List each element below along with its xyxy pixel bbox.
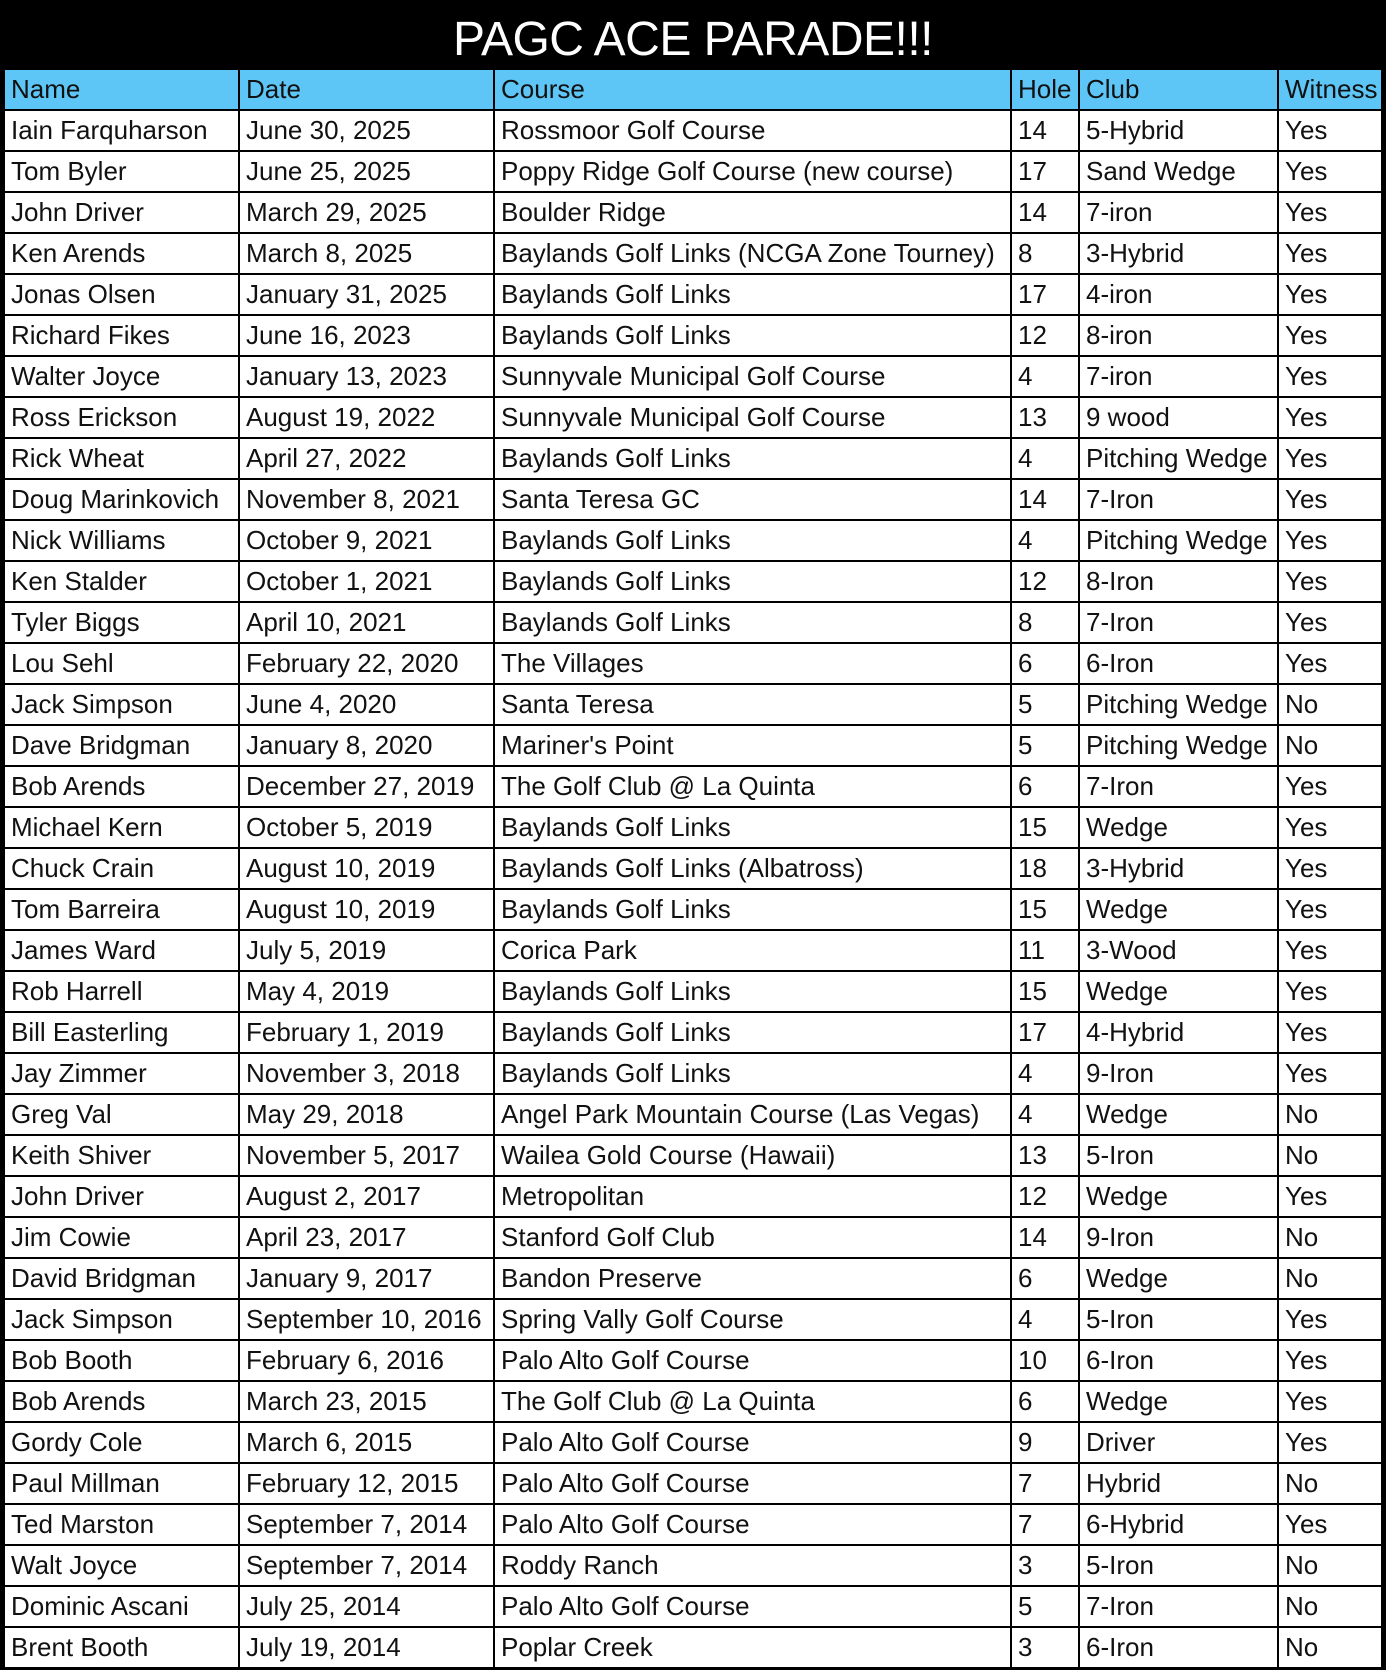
course-cell: Angel Park Mountain Course (Las Vegas) bbox=[495, 1095, 1010, 1134]
club-cell: 4-Hybrid bbox=[1080, 1013, 1277, 1052]
witness-cell: Yes bbox=[1279, 275, 1381, 314]
date-cell: June 25, 2025 bbox=[240, 152, 493, 191]
name-cell: Jack Simpson bbox=[5, 685, 238, 724]
course-cell: Baylands Golf Links bbox=[495, 1054, 1010, 1093]
hole-cell: 5 bbox=[1012, 685, 1078, 724]
table-row bbox=[5, 808, 1381, 847]
course-cell: Baylands Golf Links (NCGA Zone Tourney) bbox=[495, 234, 1010, 273]
date-cell: August 10, 2019 bbox=[240, 849, 493, 888]
witness-cell: Yes bbox=[1279, 890, 1381, 929]
name-cell: Ted Marston bbox=[5, 1505, 238, 1544]
table-row bbox=[5, 1259, 1381, 1298]
hole-cell: 15 bbox=[1012, 808, 1078, 847]
name-cell: Lou Sehl bbox=[5, 644, 238, 683]
club-cell: Driver bbox=[1080, 1423, 1277, 1462]
table-row bbox=[5, 1218, 1381, 1257]
course-cell: Baylands Golf Links bbox=[495, 521, 1010, 560]
witness-cell: Yes bbox=[1279, 234, 1381, 273]
date-cell: March 23, 2015 bbox=[240, 1382, 493, 1421]
name-cell: Jonas Olsen bbox=[5, 275, 238, 314]
course-cell: Rossmoor Golf Course bbox=[495, 111, 1010, 150]
course-cell: Baylands Golf Links bbox=[495, 808, 1010, 847]
table-row bbox=[5, 1423, 1381, 1462]
course-cell: Palo Alto Golf Course bbox=[495, 1423, 1010, 1462]
course-cell: Baylands Golf Links bbox=[495, 972, 1010, 1011]
table-row bbox=[5, 1546, 1381, 1585]
table-row bbox=[5, 152, 1381, 191]
name-cell: Doug Marinkovich bbox=[5, 480, 238, 519]
table-body bbox=[5, 111, 1381, 1667]
name-cell: Walter Joyce bbox=[5, 357, 238, 396]
date-cell: April 10, 2021 bbox=[240, 603, 493, 642]
course-cell: The Golf Club @ La Quinta bbox=[495, 767, 1010, 806]
hole-cell: 5 bbox=[1012, 726, 1078, 765]
hole-cell: 14 bbox=[1012, 1218, 1078, 1257]
name-cell: Jay Zimmer bbox=[5, 1054, 238, 1093]
date-cell: July 25, 2014 bbox=[240, 1587, 493, 1626]
name-cell: Paul Millman bbox=[5, 1464, 238, 1503]
date-cell: February 6, 2016 bbox=[240, 1341, 493, 1380]
witness-cell: Yes bbox=[1279, 1505, 1381, 1544]
course-cell: Bandon Preserve bbox=[495, 1259, 1010, 1298]
name-cell: Tyler Biggs bbox=[5, 603, 238, 642]
name-cell: James Ward bbox=[5, 931, 238, 970]
club-cell: Pitching Wedge bbox=[1080, 685, 1277, 724]
table-row bbox=[5, 1505, 1381, 1544]
column-header-witness: Witness bbox=[1279, 70, 1381, 109]
club-cell: 6-Iron bbox=[1080, 1628, 1277, 1667]
table-row bbox=[5, 1054, 1381, 1093]
hole-cell: 15 bbox=[1012, 890, 1078, 929]
column-header-date: Date bbox=[240, 70, 493, 109]
witness-cell: Yes bbox=[1279, 193, 1381, 232]
name-cell: Ross Erickson bbox=[5, 398, 238, 437]
date-cell: July 5, 2019 bbox=[240, 931, 493, 970]
date-cell: December 27, 2019 bbox=[240, 767, 493, 806]
hole-cell: 17 bbox=[1012, 1013, 1078, 1052]
course-cell: Baylands Golf Links bbox=[495, 603, 1010, 642]
course-cell: The Villages bbox=[495, 644, 1010, 683]
witness-cell: Yes bbox=[1279, 1013, 1381, 1052]
course-cell: Metropolitan bbox=[495, 1177, 1010, 1216]
date-cell: May 4, 2019 bbox=[240, 972, 493, 1011]
witness-cell: No bbox=[1279, 726, 1381, 765]
name-cell: Bill Easterling bbox=[5, 1013, 238, 1052]
hole-cell: 6 bbox=[1012, 767, 1078, 806]
date-cell: April 27, 2022 bbox=[240, 439, 493, 478]
course-cell: The Golf Club @ La Quinta bbox=[495, 1382, 1010, 1421]
table-row bbox=[5, 1341, 1381, 1380]
witness-cell: Yes bbox=[1279, 1341, 1381, 1380]
course-cell: Palo Alto Golf Course bbox=[495, 1464, 1010, 1503]
name-cell: Jack Simpson bbox=[5, 1300, 238, 1339]
table-row bbox=[5, 767, 1381, 806]
name-cell: Greg Val bbox=[5, 1095, 238, 1134]
table-row bbox=[5, 1587, 1381, 1626]
table-row bbox=[5, 685, 1381, 724]
witness-cell: Yes bbox=[1279, 152, 1381, 191]
witness-cell: Yes bbox=[1279, 398, 1381, 437]
hole-cell: 9 bbox=[1012, 1423, 1078, 1462]
page-title: PAGC ACE PARADE!!! bbox=[452, 13, 934, 66]
date-cell: February 22, 2020 bbox=[240, 644, 493, 683]
witness-cell: Yes bbox=[1279, 972, 1381, 1011]
table-row bbox=[5, 357, 1381, 396]
club-cell: Wedge bbox=[1080, 1382, 1277, 1421]
club-cell: 7-Iron bbox=[1080, 1587, 1277, 1626]
course-cell: Santa Teresa bbox=[495, 685, 1010, 724]
name-cell: John Driver bbox=[5, 193, 238, 232]
club-cell: Sand Wedge bbox=[1080, 152, 1277, 191]
witness-cell: Yes bbox=[1279, 480, 1381, 519]
hole-cell: 12 bbox=[1012, 562, 1078, 601]
header-row bbox=[5, 70, 1381, 109]
witness-cell: Yes bbox=[1279, 644, 1381, 683]
table-row bbox=[5, 275, 1381, 314]
hole-cell: 4 bbox=[1012, 1300, 1078, 1339]
table-row bbox=[5, 398, 1381, 437]
date-cell: November 8, 2021 bbox=[240, 480, 493, 519]
date-cell: March 8, 2025 bbox=[240, 234, 493, 273]
date-cell: September 10, 2016 bbox=[240, 1300, 493, 1339]
club-cell: 3-Hybrid bbox=[1080, 849, 1277, 888]
hole-cell: 6 bbox=[1012, 1259, 1078, 1298]
hole-cell: 3 bbox=[1012, 1546, 1078, 1585]
date-cell: April 23, 2017 bbox=[240, 1218, 493, 1257]
hole-cell: 8 bbox=[1012, 603, 1078, 642]
table-row bbox=[5, 111, 1381, 150]
witness-cell: Yes bbox=[1279, 849, 1381, 888]
name-cell: Walt Joyce bbox=[5, 1546, 238, 1585]
club-cell: 4-iron bbox=[1080, 275, 1277, 314]
date-cell: June 30, 2025 bbox=[240, 111, 493, 150]
name-cell: Rob Harrell bbox=[5, 972, 238, 1011]
hole-cell: 7 bbox=[1012, 1464, 1078, 1503]
hole-cell: 14 bbox=[1012, 480, 1078, 519]
table-row bbox=[5, 1177, 1381, 1216]
club-cell: Wedge bbox=[1080, 1259, 1277, 1298]
table-row bbox=[5, 1013, 1381, 1052]
club-cell: 5-Iron bbox=[1080, 1546, 1277, 1585]
club-cell: 3-Hybrid bbox=[1080, 234, 1277, 273]
table-row bbox=[5, 439, 1381, 478]
hole-cell: 5 bbox=[1012, 1587, 1078, 1626]
witness-cell: No bbox=[1279, 1628, 1381, 1667]
hole-cell: 14 bbox=[1012, 111, 1078, 150]
date-cell: June 4, 2020 bbox=[240, 685, 493, 724]
name-cell: Dave Bridgman bbox=[5, 726, 238, 765]
date-cell: October 5, 2019 bbox=[240, 808, 493, 847]
name-cell: John Driver bbox=[5, 1177, 238, 1216]
witness-cell: Yes bbox=[1279, 521, 1381, 560]
witness-cell: Yes bbox=[1279, 808, 1381, 847]
club-cell: Hybrid bbox=[1080, 1464, 1277, 1503]
hole-cell: 7 bbox=[1012, 1505, 1078, 1544]
witness-cell: Yes bbox=[1279, 1054, 1381, 1093]
club-cell: 7-Iron bbox=[1080, 480, 1277, 519]
hole-cell: 4 bbox=[1012, 1095, 1078, 1134]
witness-cell: Yes bbox=[1279, 316, 1381, 355]
club-cell: 7-iron bbox=[1080, 193, 1277, 232]
date-cell: March 29, 2025 bbox=[240, 193, 493, 232]
course-cell: Roddy Ranch bbox=[495, 1546, 1010, 1585]
hole-cell: 17 bbox=[1012, 275, 1078, 314]
club-cell: 8-Iron bbox=[1080, 562, 1277, 601]
table-row bbox=[5, 316, 1381, 355]
witness-cell: Yes bbox=[1279, 931, 1381, 970]
witness-cell: No bbox=[1279, 1218, 1381, 1257]
course-cell: Palo Alto Golf Course bbox=[495, 1587, 1010, 1626]
witness-cell: Yes bbox=[1279, 603, 1381, 642]
witness-cell: No bbox=[1279, 1136, 1381, 1175]
course-cell: Sunnyvale Municipal Golf Course bbox=[495, 357, 1010, 396]
table-row bbox=[5, 1464, 1381, 1503]
date-cell: September 7, 2014 bbox=[240, 1546, 493, 1585]
date-cell: January 13, 2023 bbox=[240, 357, 493, 396]
hole-cell: 10 bbox=[1012, 1341, 1078, 1380]
witness-cell: Yes bbox=[1279, 357, 1381, 396]
course-cell: Sunnyvale Municipal Golf Course bbox=[495, 398, 1010, 437]
name-cell: Nick Williams bbox=[5, 521, 238, 560]
table-row bbox=[5, 480, 1381, 519]
date-cell: November 5, 2017 bbox=[240, 1136, 493, 1175]
hole-cell: 6 bbox=[1012, 1382, 1078, 1421]
table-row bbox=[5, 1382, 1381, 1421]
date-cell: January 9, 2017 bbox=[240, 1259, 493, 1298]
club-cell: Pitching Wedge bbox=[1080, 726, 1277, 765]
date-cell: November 3, 2018 bbox=[240, 1054, 493, 1093]
club-cell: Wedge bbox=[1080, 972, 1277, 1011]
hole-cell: 4 bbox=[1012, 1054, 1078, 1093]
date-cell: October 1, 2021 bbox=[240, 562, 493, 601]
hole-cell: 4 bbox=[1012, 357, 1078, 396]
date-cell: August 10, 2019 bbox=[240, 890, 493, 929]
name-cell: Brent Booth bbox=[5, 1628, 238, 1667]
hole-cell: 18 bbox=[1012, 849, 1078, 888]
club-cell: 6-Iron bbox=[1080, 1341, 1277, 1380]
column-header-club: Club bbox=[1080, 70, 1277, 109]
table-row bbox=[5, 890, 1381, 929]
hole-cell: 11 bbox=[1012, 931, 1078, 970]
club-cell: Wedge bbox=[1080, 1095, 1277, 1134]
name-cell: Ken Stalder bbox=[5, 562, 238, 601]
table-row bbox=[5, 1095, 1381, 1134]
table-row bbox=[5, 234, 1381, 273]
witness-cell: No bbox=[1279, 1587, 1381, 1626]
witness-cell: Yes bbox=[1279, 767, 1381, 806]
name-cell: Tom Byler bbox=[5, 152, 238, 191]
table-row bbox=[5, 521, 1381, 560]
hole-cell: 4 bbox=[1012, 521, 1078, 560]
club-cell: Wedge bbox=[1080, 808, 1277, 847]
witness-cell: Yes bbox=[1279, 562, 1381, 601]
table-row bbox=[5, 1300, 1381, 1339]
table-row bbox=[5, 562, 1381, 601]
hole-cell: 3 bbox=[1012, 1628, 1078, 1667]
course-cell: Palo Alto Golf Course bbox=[495, 1341, 1010, 1380]
date-cell: June 16, 2023 bbox=[240, 316, 493, 355]
witness-cell: Yes bbox=[1279, 1300, 1381, 1339]
column-header-hole: Hole bbox=[1012, 70, 1078, 109]
date-cell: September 7, 2014 bbox=[240, 1505, 493, 1544]
date-cell: January 8, 2020 bbox=[240, 726, 493, 765]
course-cell: Baylands Golf Links (Albatross) bbox=[495, 849, 1010, 888]
hole-cell: 15 bbox=[1012, 972, 1078, 1011]
club-cell: 9-Iron bbox=[1080, 1218, 1277, 1257]
club-cell: 9-Iron bbox=[1080, 1054, 1277, 1093]
witness-cell: Yes bbox=[1279, 111, 1381, 150]
witness-cell: No bbox=[1279, 685, 1381, 724]
date-cell: February 12, 2015 bbox=[240, 1464, 493, 1503]
column-header-name: Name bbox=[5, 70, 238, 109]
course-cell: Baylands Golf Links bbox=[495, 275, 1010, 314]
course-cell: Poplar Creek bbox=[495, 1628, 1010, 1667]
date-cell: March 6, 2015 bbox=[240, 1423, 493, 1462]
club-cell: 5-Iron bbox=[1080, 1300, 1277, 1339]
course-cell: Poppy Ridge Golf Course (new course) bbox=[495, 152, 1010, 191]
club-cell: 7-Iron bbox=[1080, 767, 1277, 806]
club-cell: Pitching Wedge bbox=[1080, 439, 1277, 478]
hole-cell: 12 bbox=[1012, 1177, 1078, 1216]
name-cell: Rick Wheat bbox=[5, 439, 238, 478]
club-cell: Wedge bbox=[1080, 1177, 1277, 1216]
course-cell: Corica Park bbox=[495, 931, 1010, 970]
name-cell: Iain Farquharson bbox=[5, 111, 238, 150]
name-cell: Ken Arends bbox=[5, 234, 238, 273]
date-cell: May 29, 2018 bbox=[240, 1095, 493, 1134]
hole-cell: 14 bbox=[1012, 193, 1078, 232]
name-cell: Bob Arends bbox=[5, 1382, 238, 1421]
table-row bbox=[5, 603, 1381, 642]
course-cell: Mariner's Point bbox=[495, 726, 1010, 765]
name-cell: Chuck Crain bbox=[5, 849, 238, 888]
club-cell: 3-Wood bbox=[1080, 931, 1277, 970]
course-cell: Baylands Golf Links bbox=[495, 562, 1010, 601]
course-cell: Spring Vally Golf Course bbox=[495, 1300, 1010, 1339]
hole-cell: 13 bbox=[1012, 1136, 1078, 1175]
club-cell: 5-Iron bbox=[1080, 1136, 1277, 1175]
name-cell: Gordy Cole bbox=[5, 1423, 238, 1462]
date-cell: August 19, 2022 bbox=[240, 398, 493, 437]
name-cell: Bob Arends bbox=[5, 767, 238, 806]
name-cell: Jim Cowie bbox=[5, 1218, 238, 1257]
witness-cell: No bbox=[1279, 1464, 1381, 1503]
table-row bbox=[5, 1136, 1381, 1175]
date-cell: January 31, 2025 bbox=[240, 275, 493, 314]
name-cell: Keith Shiver bbox=[5, 1136, 238, 1175]
witness-cell: Yes bbox=[1279, 1177, 1381, 1216]
witness-cell: Yes bbox=[1279, 439, 1381, 478]
hole-cell: 4 bbox=[1012, 439, 1078, 478]
date-cell: August 2, 2017 bbox=[240, 1177, 493, 1216]
witness-cell: No bbox=[1279, 1095, 1381, 1134]
club-cell: 7-Iron bbox=[1080, 603, 1277, 642]
table-row bbox=[5, 1628, 1381, 1667]
date-cell: July 19, 2014 bbox=[240, 1628, 493, 1667]
hole-cell: 6 bbox=[1012, 644, 1078, 683]
name-cell: Michael Kern bbox=[5, 808, 238, 847]
course-cell: Santa Teresa GC bbox=[495, 480, 1010, 519]
name-cell: Tom Barreira bbox=[5, 890, 238, 929]
club-cell: 7-iron bbox=[1080, 357, 1277, 396]
course-cell: Baylands Golf Links bbox=[495, 316, 1010, 355]
hole-cell: 17 bbox=[1012, 152, 1078, 191]
table-row bbox=[5, 849, 1381, 888]
name-cell: Bob Booth bbox=[5, 1341, 238, 1380]
club-cell: 5-Hybrid bbox=[1080, 111, 1277, 150]
witness-cell: Yes bbox=[1279, 1423, 1381, 1462]
table-row bbox=[5, 644, 1381, 683]
course-cell: Baylands Golf Links bbox=[495, 890, 1010, 929]
hole-cell: 13 bbox=[1012, 398, 1078, 437]
course-cell: Baylands Golf Links bbox=[495, 439, 1010, 478]
witness-cell: No bbox=[1279, 1546, 1381, 1585]
club-cell: 6-Iron bbox=[1080, 644, 1277, 683]
club-cell: 6-Hybrid bbox=[1080, 1505, 1277, 1544]
hole-cell: 8 bbox=[1012, 234, 1078, 273]
date-cell: February 1, 2019 bbox=[240, 1013, 493, 1052]
column-header-course: Course bbox=[495, 70, 1010, 109]
name-cell: Dominic Ascani bbox=[5, 1587, 238, 1626]
course-cell: Palo Alto Golf Course bbox=[495, 1505, 1010, 1544]
club-cell: Pitching Wedge bbox=[1080, 521, 1277, 560]
name-cell: David Bridgman bbox=[5, 1259, 238, 1298]
table-row bbox=[5, 726, 1381, 765]
name-cell: Richard Fikes bbox=[5, 316, 238, 355]
table-row bbox=[5, 972, 1381, 1011]
course-cell: Baylands Golf Links bbox=[495, 1013, 1010, 1052]
witness-cell: Yes bbox=[1279, 1382, 1381, 1421]
hole-cell: 12 bbox=[1012, 316, 1078, 355]
aces-table bbox=[3, 68, 1383, 1669]
club-cell: 9 wood bbox=[1080, 398, 1277, 437]
date-cell: October 9, 2021 bbox=[240, 521, 493, 560]
course-cell: Stanford Golf Club bbox=[495, 1218, 1010, 1257]
course-cell: Boulder Ridge bbox=[495, 193, 1010, 232]
club-cell: Wedge bbox=[1080, 890, 1277, 929]
club-cell: 8-iron bbox=[1080, 316, 1277, 355]
table-row bbox=[5, 931, 1381, 970]
course-cell: Wailea Gold Course (Hawaii) bbox=[495, 1136, 1010, 1175]
table-row bbox=[5, 193, 1381, 232]
witness-cell: No bbox=[1279, 1259, 1381, 1298]
